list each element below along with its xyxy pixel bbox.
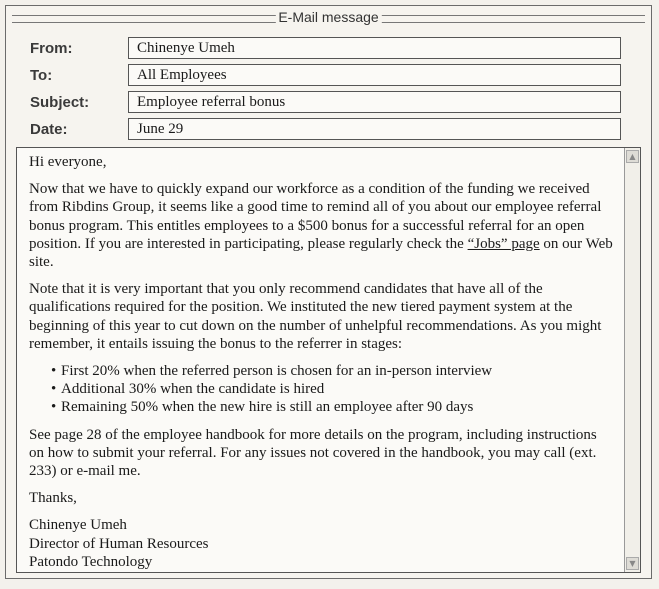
signature-name: Chinenye Umeh [29,517,127,534]
vertical-scrollbar[interactable] [624,148,640,572]
paragraph-1-end: on our Web site. [29,235,613,271]
to-field[interactable]: All Employees [128,64,621,86]
to-label: To: [30,67,53,84]
list-item: • Additional 30% when the candidate is hired [51,380,613,398]
to-row [6,64,651,89]
from-row [6,37,651,62]
subject-row [6,91,651,116]
list-item: • First 20% when the referred person is chosen for an in-person interview [51,362,613,380]
paragraph-1-text: Now that we have to quickly expand our workforce as a condition of the funding we received from Ribdins Group, it seems like a good time to remind all of you about our employee referral bonus program. This entitles employees to a $500 bonus for a successful referral for an open position. If you are interested in participating, please regularly check the [29,181,602,252]
signature-title: Director of Human Resources [29,535,209,552]
date-label: Date: [30,121,68,138]
greeting: Hi everyone, [29,154,107,170]
bonus-stage-list [29,362,613,417]
paragraph-2: Note that it is very important that you only recommend candidates that have all of the qualifications required for the position. We instituted the new tiered payment system at the beginning of this year to cut down on the number of unhelpful recommendations. As you might remember, it entails issuing the bonus to the referrer in stages: [29,281,602,352]
message-body[interactable] [16,147,641,573]
email-window [5,5,652,579]
from-field[interactable]: Chinenye Umeh [128,37,621,59]
message-content [17,148,623,572]
scroll-up-arrow-icon[interactable]: ▲ [626,150,639,163]
signature-company: Patondo Technology [29,553,153,570]
date-field[interactable]: June 29 [128,118,621,140]
paragraph-3: See page 28 of the employee handbook for more details on the program, including instructions on how to submit your referral. For any issues not covered in the handbook, you may call (ext. 233) or e-mail me. [29,426,597,480]
date-row [6,118,651,143]
title-bar [6,6,651,30]
subject-field[interactable]: Employee referral bonus [128,91,621,113]
from-label: From: [30,40,73,57]
signature [29,516,613,571]
jobs-page-link[interactable]: “Jobs” page [467,235,540,252]
list-item: • Remaining 50% when the new hire is still an employee after 90 days [51,398,613,416]
closing: Thanks, [29,490,77,507]
paragraph-1 [29,180,613,271]
window-title: E-Mail message [275,9,381,25]
subject-label: Subject: [30,94,90,111]
scroll-down-arrow-icon[interactable]: ▼ [626,557,639,570]
